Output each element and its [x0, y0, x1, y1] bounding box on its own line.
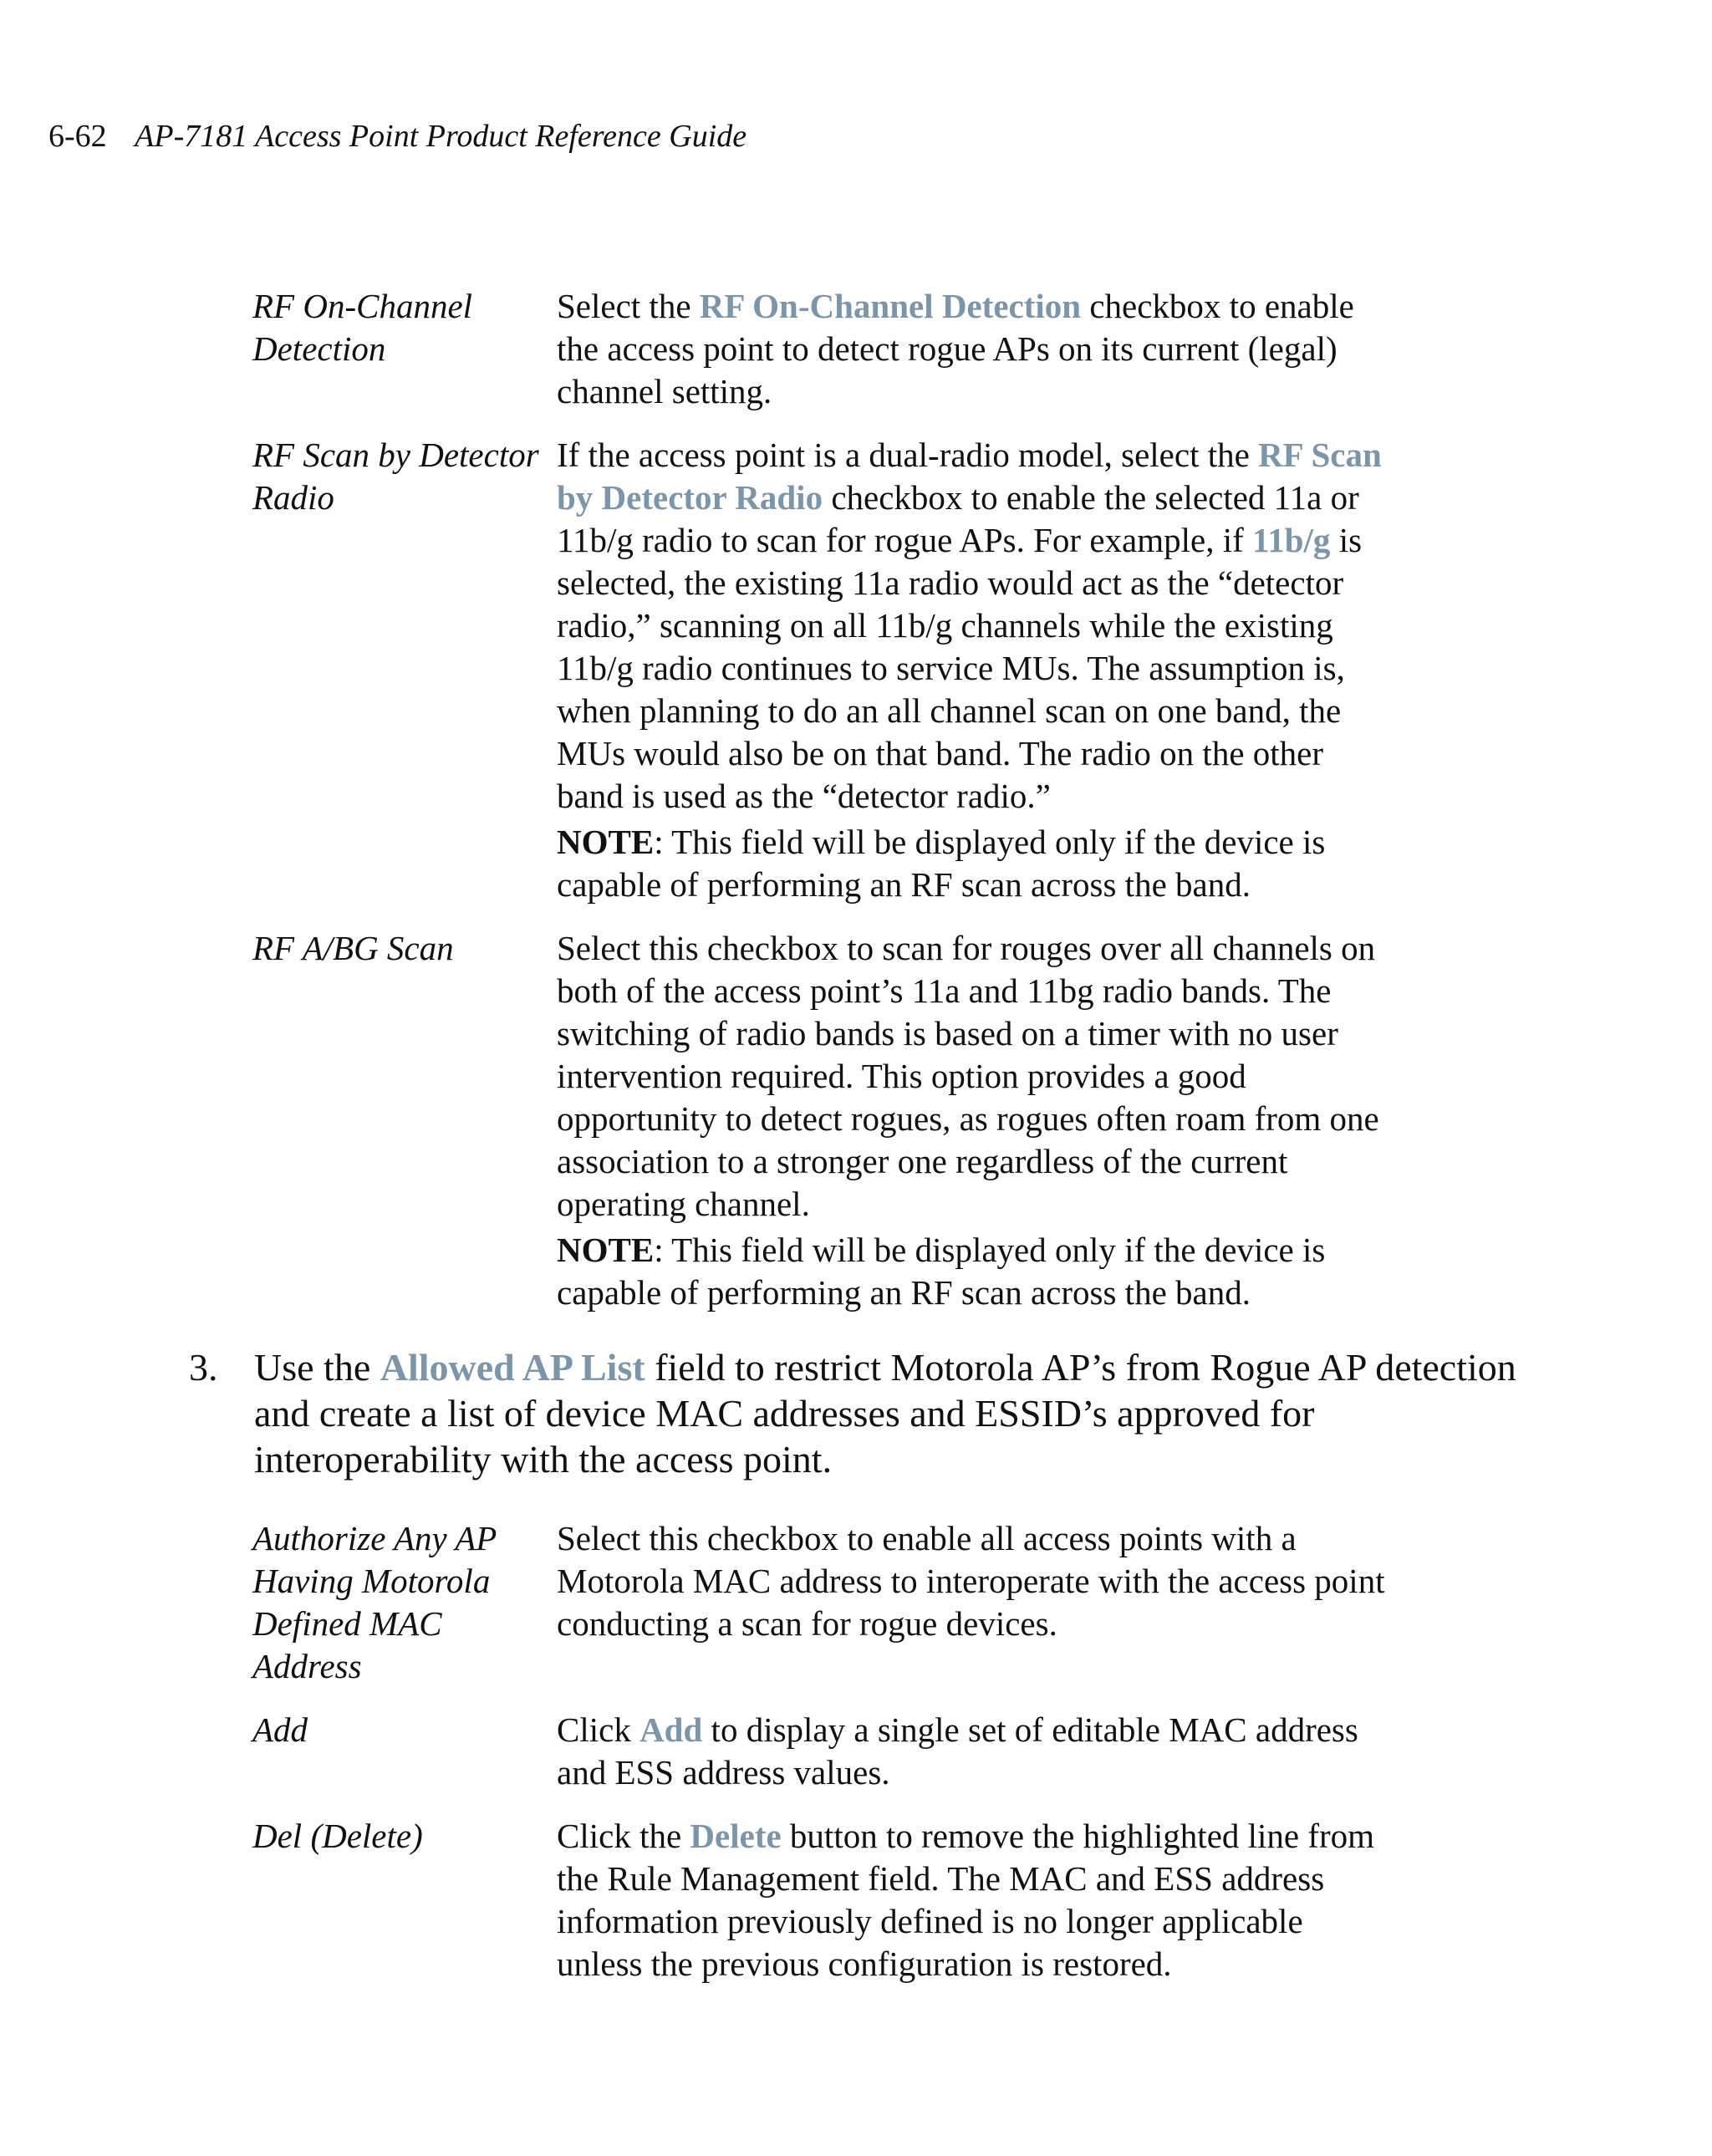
description-text: Click — [557, 1710, 640, 1749]
running-header — [48, 117, 746, 155]
term-description — [557, 1517, 1393, 1688]
term-label: Add — [252, 1710, 308, 1749]
step-number: 3. — [189, 1346, 218, 1389]
description-text: If the access point is a dual-radio model, select the — [557, 436, 1259, 474]
description-paragraph: Select this checkbox to enable all access points with a Motorola MAC address to interoperate with the access point conducting a scan for rogue devices. — [557, 1519, 1385, 1643]
description-paragraph — [557, 285, 1393, 413]
description-text: to display a single set of editable MAC address and ESS address values. — [557, 1710, 1358, 1792]
note-label: NOTE — [557, 823, 655, 861]
ui-field-reference: Delete — [690, 1817, 782, 1855]
term-description — [557, 1709, 1393, 1794]
ui-field-reference: 11b/g — [1252, 521, 1331, 559]
description-text: checkbox to enable the access point to detect rogue APs on its current (legal) channel setting. — [557, 287, 1354, 410]
definition-row-add — [252, 1709, 1423, 1794]
term-description — [557, 434, 1393, 906]
note-paragraph — [557, 821, 1393, 906]
definition-row-rf-on-channel — [252, 285, 1423, 413]
definition-table-2 — [252, 1517, 1423, 2006]
ui-field-reference: RF On-Channel Detection — [699, 287, 1082, 325]
ui-field-reference: RF Scan by Detector Radio — [557, 436, 1382, 517]
definition-row-rf-abg-scan — [252, 927, 1423, 1314]
ui-field-reference: Add — [639, 1710, 703, 1749]
note-text: : This field will be displayed only if the device is capable of performing an RF scan across the band. — [557, 1231, 1326, 1312]
description-text: is selected, the existing 11a radio would act as the “detector radio,” scanning on all 11b/g channels while the existing 11b/g radio continues to service MUs. The assumption is, when planning to do an all channel scan on one band, the MUs would also be on that band. The radio on the other band is used as the “detector radio.” — [557, 521, 1363, 815]
term-label: RF A/BG Scan — [252, 929, 454, 967]
term-label: RF Scan by Detector Radio — [252, 436, 539, 517]
term-label: Authorize Any AP Having Motorola Defined MAC Address — [252, 1519, 497, 1685]
step-text — [254, 1344, 1525, 1482]
term-label: RF On-Channel Detection — [252, 287, 473, 368]
step-text-segment: Use the — [254, 1346, 380, 1389]
definition-table-1 — [252, 285, 1423, 1335]
ui-field-reference: Allowed AP List — [380, 1346, 645, 1389]
description-paragraph — [557, 434, 1393, 818]
note-label: NOTE — [557, 1231, 655, 1269]
description-text: checkbox to enable the selected 11a or 11b/g radio to scan for rogue APs. For example, if — [557, 478, 1359, 559]
description-paragraph — [557, 1709, 1393, 1794]
definition-row-delete — [252, 1815, 1423, 1985]
term-label: Del (Delete) — [252, 1817, 423, 1855]
page-number: 6-62 — [48, 119, 107, 154]
description-text: Select the — [557, 287, 700, 325]
description-paragraph — [557, 1815, 1393, 1985]
step-3 — [189, 1344, 1526, 1482]
guide-title: AP-7181 Access Point Product Reference Guide — [135, 119, 747, 154]
definition-row-rf-scan-detector — [252, 434, 1423, 906]
term-description — [557, 285, 1393, 413]
term-description — [557, 927, 1393, 1314]
note-paragraph — [557, 1229, 1393, 1314]
step-text-segment: field to restrict Motorola AP’s from Rogue AP detection and create a list of device MAC addresses and ESSID’s approved for interoperability with the access point. — [254, 1346, 1516, 1481]
description-text: button to remove the highlighted line from the Rule Management field. The MAC and ESS address information previously defined is no longer applicable unless the previous configuration is restored. — [557, 1817, 1375, 1983]
term-description — [557, 1815, 1393, 1985]
description-text: Click the — [557, 1817, 690, 1855]
note-text: : This field will be displayed only if the device is capable of performing an RF scan across the band. — [557, 823, 1326, 904]
description-paragraph: Select this checkbox to scan for rouges over all channels on both of the access point’s 11a and 11bg radio bands. The switching of radio bands is based on a timer with no user intervention required. This option provides a good opportunity to detect rogues, as rogues often roam from one association to a stronger one regardless of the current operating channel. — [557, 929, 1379, 1223]
definition-row-authorize-any-ap — [252, 1517, 1423, 1688]
